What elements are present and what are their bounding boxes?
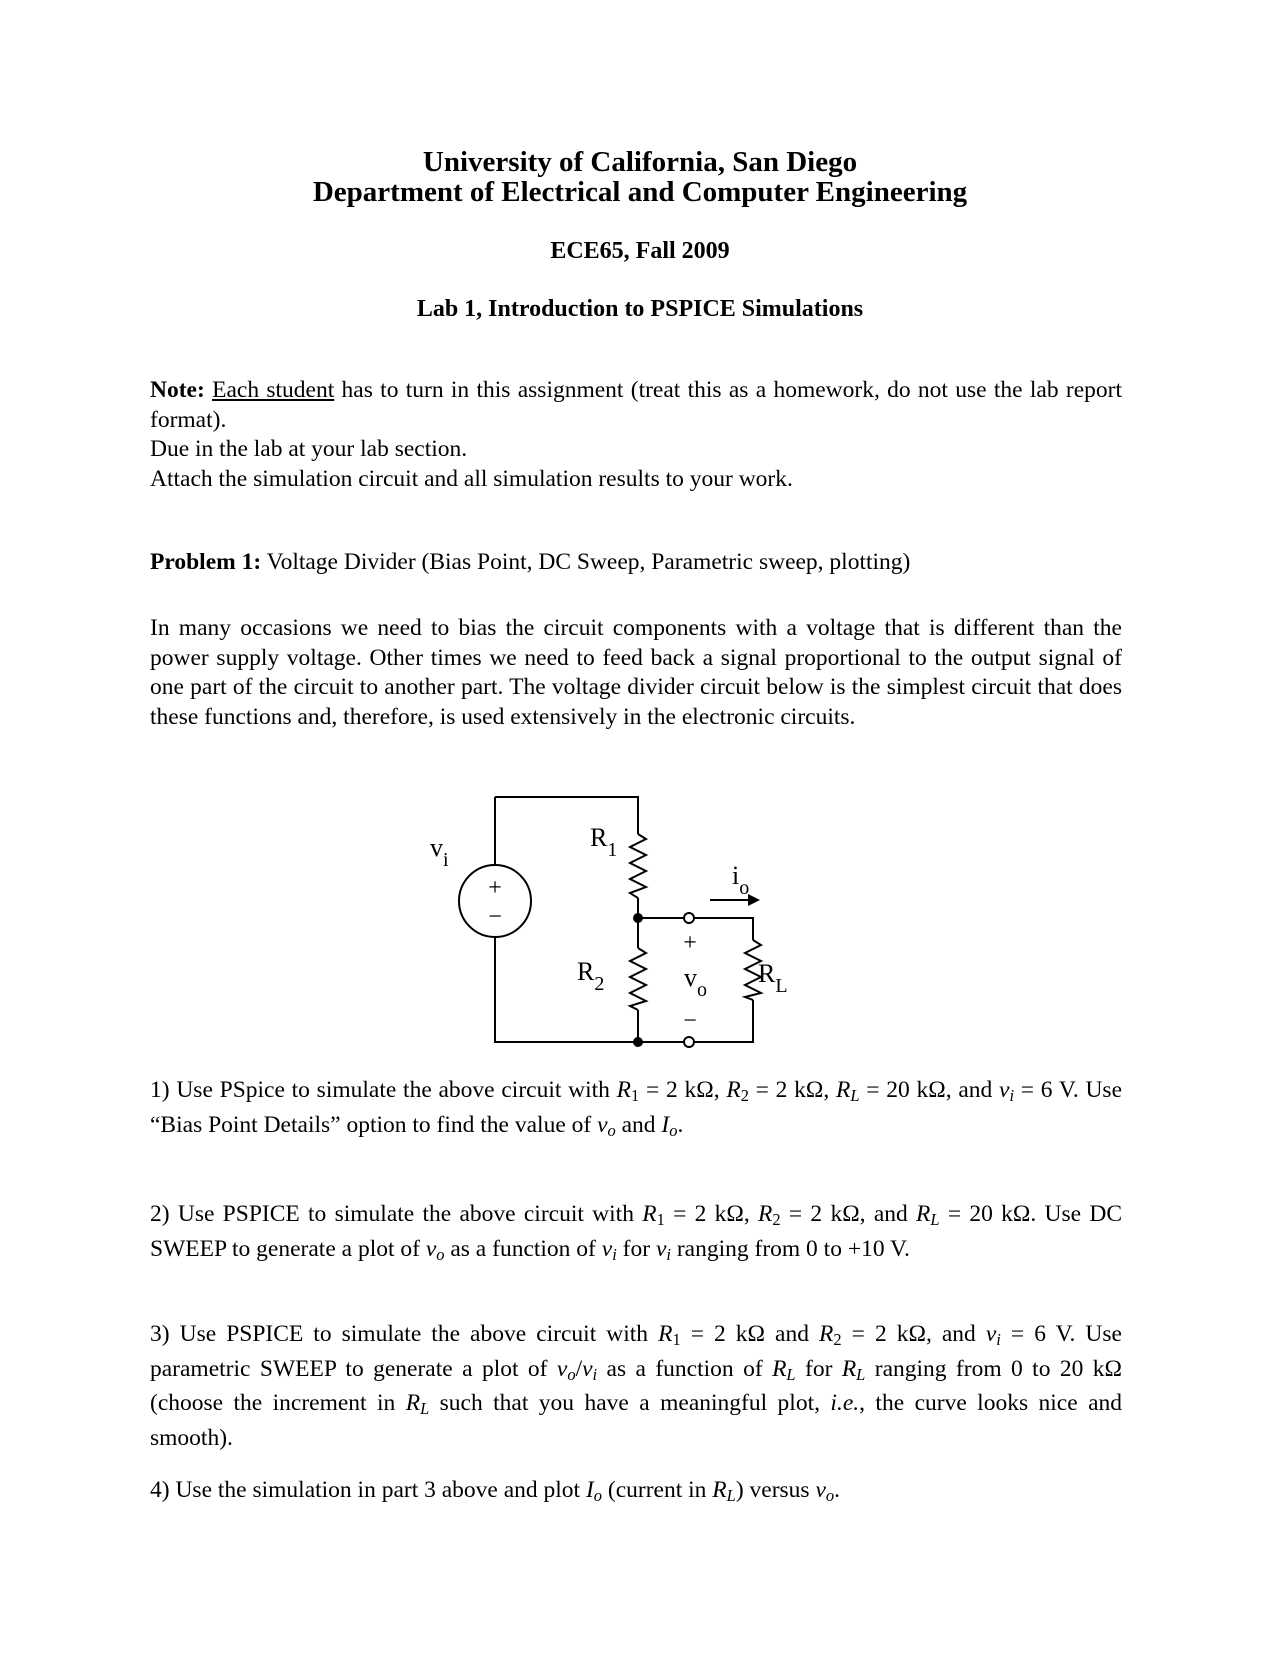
- resistor-r2-icon: [630, 948, 646, 1010]
- problem-label: Problem 1:: [150, 549, 262, 575]
- note-emphasis: Each student: [212, 377, 335, 403]
- lab-title: Lab 1, Introduction to PSPICE Simulations: [416, 296, 864, 322]
- question-2: 2) Use PSPICE to simulate the above circuit with $R_1 = 2$ kΩ, $R_2 = 2$ kΩ, and $R_L = 20$ kΩ. Use DC SWEEP to generate a plot of $v_o$ as a function of $v_i$ for $v_i$ ranging from 0 to +10 V.: [150, 1201, 1122, 1264]
- course-title: ECE65, Fall 2009: [550, 238, 730, 264]
- io-label: $i_o$: [732, 861, 750, 899]
- current-arrowhead-icon: [748, 894, 760, 906]
- note-label: Note:: [150, 377, 205, 403]
- problem-title: Voltage Divider (Bias Point, DC Sweep, Parametric sweep, plotting): [261, 549, 911, 575]
- wire-source-bottom: [495, 937, 638, 1042]
- note-line-2: Due in the lab at your lab section.: [150, 436, 468, 462]
- note-line-3: Attach the simulation circuit and all simulation results to your work.: [150, 465, 793, 492]
- vo-label: $v_o$: [684, 963, 707, 1001]
- terminal-bottom-icon: [684, 1037, 694, 1047]
- r1-label: $R_1$: [590, 823, 618, 861]
- node-dot-mid-icon: [633, 913, 643, 923]
- terminal-top-icon: [684, 913, 694, 923]
- source-minus: −: [488, 904, 502, 930]
- problem-heading: [150, 548, 1122, 578]
- problem-intro: In many occasions we need to bias the circuit components with a voltage that is different than the power supply voltage. Other times we need to feed back a signal proportional to the output signal of one part of the circuit to another part. The voltage divider circuit below is the simplest circuit that does these functions and, therefore, is used extensively in the electronic circuits.: [150, 615, 1122, 730]
- rl-label: $R_L$: [758, 959, 788, 997]
- question-4: 4) Use the simulation in part 3 above and plot $I_o$ (current in $R_L$) versus $v_o$.: [150, 1477, 840, 1506]
- node-dot-bottom-icon: [633, 1037, 643, 1047]
- vo-plus: +: [683, 930, 697, 956]
- note-section: [150, 376, 1122, 494]
- r2-label: $R_2$: [577, 957, 605, 995]
- university-title: University of California, San Diego: [422, 146, 858, 178]
- wire-top: [495, 797, 638, 834]
- wire-output-top: [690, 918, 753, 940]
- note-line1-text: has to turn in this assignment (treat this as a homework, do not use the lab report format).: [150, 377, 1122, 433]
- vo-minus: −: [683, 1008, 697, 1034]
- question-3: 3) Use PSPICE to simulate the above circuit with $R_1 = 2$ kΩ and $R_2 = 2$ kΩ, and $v_i = 6$ V. Use parametric SWEEP to generate a plot of $v_o/v_i$ as a function of $R_L$ for $R_L$ ranging from 0 to 20 kΩ (choose the increment in $R_L$ such that you have a meaningful plot, i.e., the curve looks nice and smooth).: [150, 1321, 1123, 1451]
- wire-output-bottom: [690, 1000, 753, 1042]
- note-line-1: [150, 376, 1122, 435]
- voltage-divider-circuit: [430, 790, 840, 1050]
- source-plus: +: [488, 875, 502, 901]
- department-title: Department of Electrical and Computer Engineering: [312, 176, 968, 208]
- resistor-r1-icon: [630, 834, 646, 898]
- question-1: 1) Use PSpice to simulate the above circuit with $R_1 = 2$ kΩ, $R_2 = 2$ kΩ, $R_L = 20$ kΩ, and $v_i = 6$ V. Use “Bias Point Details” option to find the value of $v_o$ and $I_o$.: [150, 1077, 1122, 1140]
- source-label: $v_i$: [430, 833, 449, 871]
